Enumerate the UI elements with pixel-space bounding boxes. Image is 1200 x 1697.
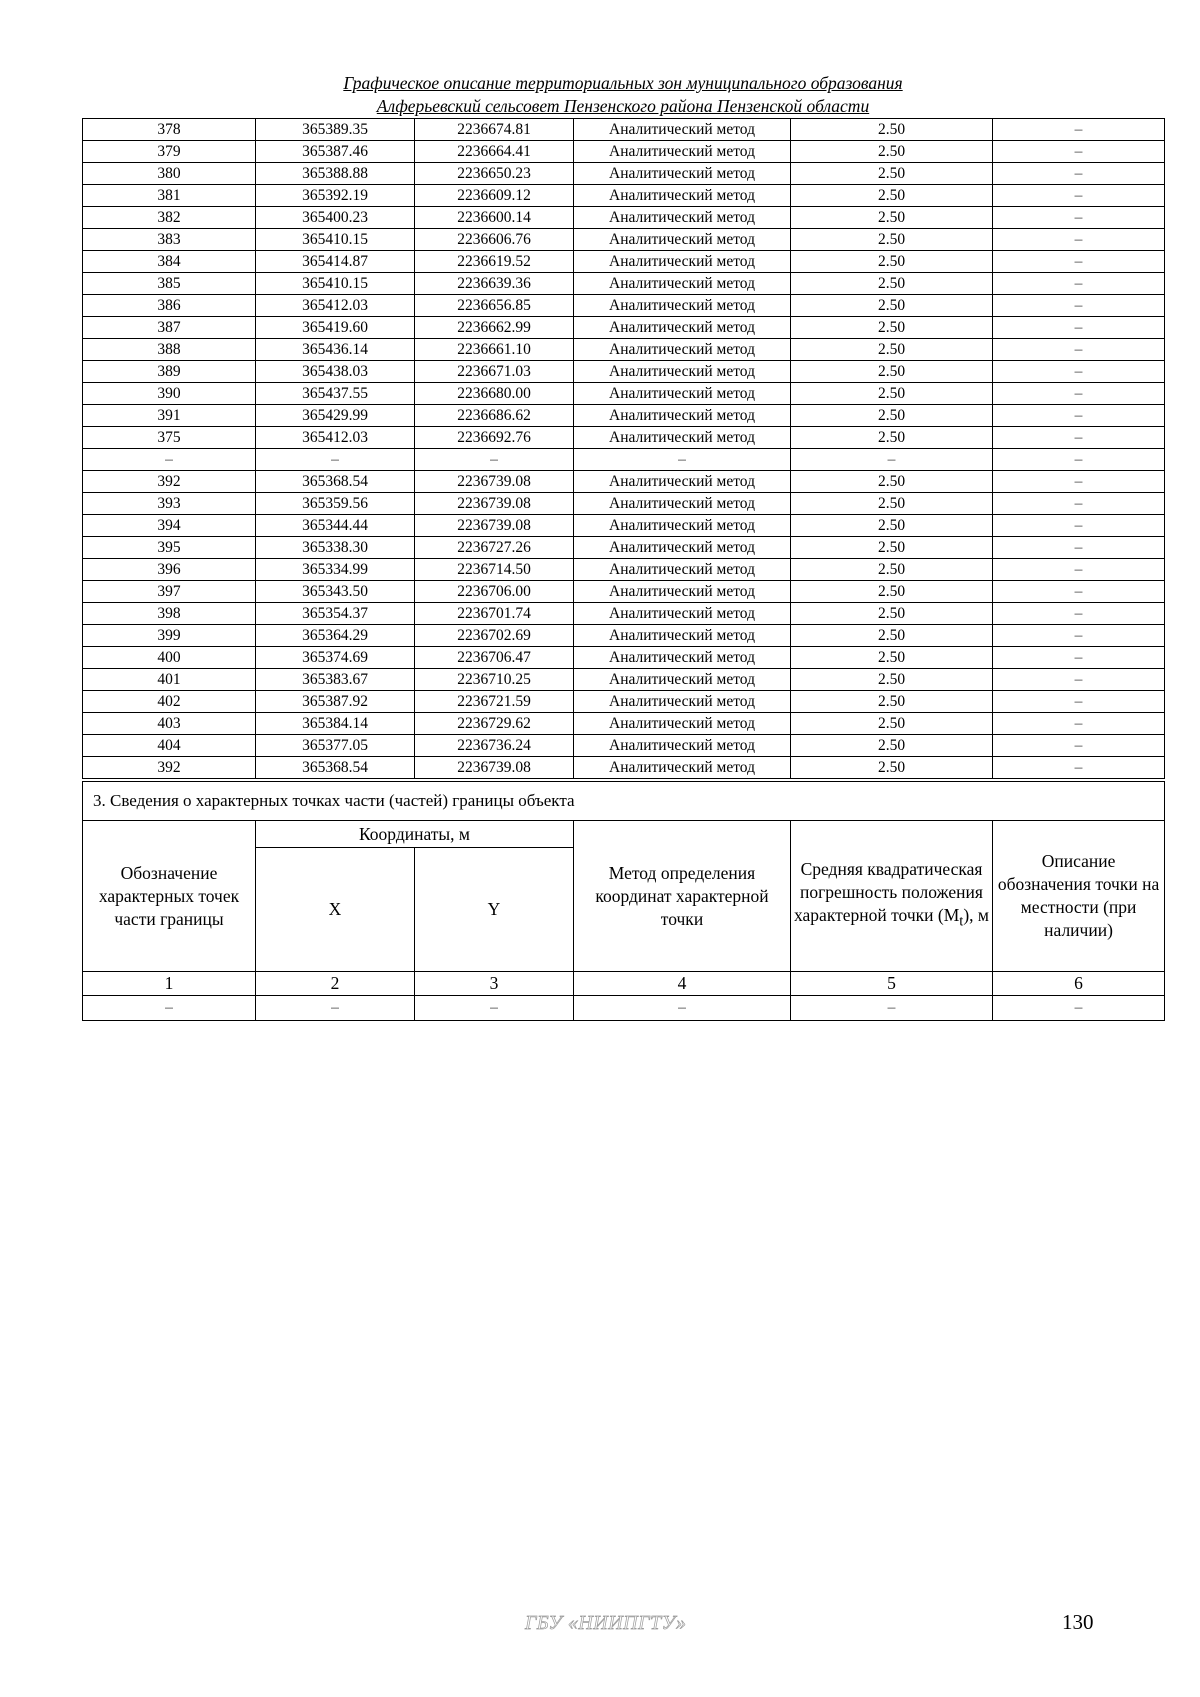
description-cell: – [993, 361, 1165, 383]
header-mean-error-subscript: t [959, 913, 964, 930]
x-coordinate-cell: 365400.23 [256, 207, 415, 229]
table-row [83, 603, 1165, 625]
table-row [83, 581, 1165, 603]
description-cell: – [993, 251, 1165, 273]
point-number-cell: 400 [83, 647, 256, 669]
y-coordinate-cell: 2236609.12 [415, 185, 574, 207]
column-number: 5 [791, 972, 993, 996]
x-coordinate-cell: 365383.67 [256, 669, 415, 691]
x-coordinate-cell: 365338.30 [256, 537, 415, 559]
x-coordinate-cell: 365334.99 [256, 559, 415, 581]
description-cell: – [993, 581, 1165, 603]
method-cell: Аналитический метод [574, 625, 791, 647]
description-cell: – [993, 273, 1165, 295]
error-cell: 2.50 [791, 185, 993, 207]
y-coordinate-cell: 2236686.62 [415, 405, 574, 427]
header-description: Описание обозначения точки на местности (при наличии) [993, 821, 1165, 972]
description-cell: – [993, 603, 1165, 625]
x-coordinate-cell: 365368.54 [256, 757, 415, 779]
y-coordinate-cell: 2236701.74 [415, 603, 574, 625]
table-row [83, 361, 1165, 383]
method-cell: Аналитический метод [574, 229, 791, 251]
x-coordinate-cell: – [256, 449, 415, 471]
description-cell: – [993, 427, 1165, 449]
x-coordinate-cell: 365410.15 [256, 229, 415, 251]
point-number-cell: 390 [83, 383, 256, 405]
empty-cell: – [993, 996, 1165, 1021]
point-number-cell: 398 [83, 603, 256, 625]
error-cell: 2.50 [791, 251, 993, 273]
method-cell: Аналитический метод [574, 713, 791, 735]
y-coordinate-cell: 2236727.26 [415, 537, 574, 559]
x-coordinate-cell: 365412.03 [256, 427, 415, 449]
header-method: Метод определения координат характерной точки [574, 821, 791, 972]
x-coordinate-cell: 365437.55 [256, 383, 415, 405]
x-coordinate-cell: 365377.05 [256, 735, 415, 757]
method-cell: Аналитический метод [574, 581, 791, 603]
description-cell: – [993, 735, 1165, 757]
error-cell: 2.50 [791, 471, 993, 493]
description-cell: – [993, 449, 1165, 471]
x-coordinate-cell: 365389.35 [256, 119, 415, 141]
method-cell: Аналитический метод [574, 647, 791, 669]
error-cell: 2.50 [791, 515, 993, 537]
table-row [83, 713, 1165, 735]
method-cell: Аналитический метод [574, 251, 791, 273]
y-coordinate-cell: 2236619.52 [415, 251, 574, 273]
table-row [83, 735, 1165, 757]
description-cell: – [993, 559, 1165, 581]
x-coordinate-cell: 365359.56 [256, 493, 415, 515]
column-number: 4 [574, 972, 791, 996]
y-coordinate-cell: 2236692.76 [415, 427, 574, 449]
point-number-cell: 378 [83, 119, 256, 141]
y-coordinate-cell: 2236662.99 [415, 317, 574, 339]
description-cell: – [993, 493, 1165, 515]
point-number-cell: 394 [83, 515, 256, 537]
point-number-cell: 393 [83, 493, 256, 515]
table-row [83, 691, 1165, 713]
x-coordinate-cell: 365384.14 [256, 713, 415, 735]
error-cell: 2.50 [791, 163, 993, 185]
empty-cell: – [791, 996, 993, 1021]
description-cell: – [993, 625, 1165, 647]
x-coordinate-cell: 365344.44 [256, 515, 415, 537]
footer-organization: ГБУ «НИИПГТУ» [525, 1612, 687, 1634]
y-coordinate-cell: 2236706.00 [415, 581, 574, 603]
table-row [83, 647, 1165, 669]
method-cell: Аналитический метод [574, 537, 791, 559]
error-cell: 2.50 [791, 361, 993, 383]
table-row [83, 493, 1165, 515]
error-cell: 2.50 [791, 229, 993, 251]
y-coordinate-cell: 2236674.81 [415, 119, 574, 141]
point-number-cell: 389 [83, 361, 256, 383]
table-row [83, 229, 1165, 251]
point-number-cell: 403 [83, 713, 256, 735]
table-row [83, 405, 1165, 427]
description-cell: – [993, 537, 1165, 559]
description-cell: – [993, 757, 1165, 779]
column-number: 1 [83, 972, 256, 996]
method-cell: Аналитический метод [574, 471, 791, 493]
error-cell: 2.50 [791, 603, 993, 625]
method-cell: Аналитический метод [574, 119, 791, 141]
point-number-cell: 382 [83, 207, 256, 229]
table-row [83, 537, 1165, 559]
method-cell: Аналитический метод [574, 757, 791, 779]
table-row [83, 559, 1165, 581]
column-number: 3 [415, 972, 574, 996]
method-cell: Аналитический метод [574, 295, 791, 317]
x-coordinate-cell: 365354.37 [256, 603, 415, 625]
error-cell: 2.50 [791, 119, 993, 141]
table-row [83, 295, 1165, 317]
x-coordinate-cell: 365410.15 [256, 273, 415, 295]
description-cell: – [993, 163, 1165, 185]
x-coordinate-cell: 365436.14 [256, 339, 415, 361]
y-coordinate-cell: – [415, 449, 574, 471]
description-cell: – [993, 669, 1165, 691]
x-coordinate-cell: 365419.60 [256, 317, 415, 339]
table-row [83, 207, 1165, 229]
error-cell: 2.50 [791, 713, 993, 735]
table-row [83, 515, 1165, 537]
error-cell: 2.50 [791, 405, 993, 427]
header-point-designation: Обозначение характерных точек части границы [83, 821, 256, 972]
error-cell: – [791, 449, 993, 471]
document-header [82, 72, 1164, 118]
table-row [83, 251, 1165, 273]
point-number-cell: 392 [83, 471, 256, 493]
error-cell: 2.50 [791, 207, 993, 229]
error-cell: 2.50 [791, 625, 993, 647]
point-number-cell: 375 [83, 427, 256, 449]
table-row [83, 383, 1165, 405]
error-cell: 2.50 [791, 273, 993, 295]
table-row [83, 471, 1165, 493]
y-coordinate-cell: 2236729.62 [415, 713, 574, 735]
y-coordinate-cell: 2236714.50 [415, 559, 574, 581]
x-coordinate-cell: 365392.19 [256, 185, 415, 207]
method-cell: Аналитический метод [574, 735, 791, 757]
header-mean-error-text: Средняя квадратическая погрешность положения характерной точки (M [794, 859, 983, 926]
description-cell: – [993, 119, 1165, 141]
y-coordinate-cell: 2236702.69 [415, 625, 574, 647]
table-row [83, 449, 1165, 471]
description-cell: – [993, 515, 1165, 537]
error-cell: 2.50 [791, 559, 993, 581]
x-coordinate-cell: 365388.88 [256, 163, 415, 185]
error-cell: 2.50 [791, 581, 993, 603]
header-coordinates: Координаты, м [256, 821, 574, 848]
point-number-cell: 399 [83, 625, 256, 647]
table-row [83, 317, 1165, 339]
x-coordinate-cell: 365387.92 [256, 691, 415, 713]
point-number-cell: 384 [83, 251, 256, 273]
description-cell: – [993, 295, 1165, 317]
y-coordinate-cell: 2236680.00 [415, 383, 574, 405]
method-cell: Аналитический метод [574, 691, 791, 713]
error-cell: 2.50 [791, 317, 993, 339]
point-number-cell: 397 [83, 581, 256, 603]
table-row [83, 273, 1165, 295]
table-row [83, 669, 1165, 691]
column-number-row [83, 972, 1165, 996]
coordinates-table-body [83, 119, 1165, 779]
header-mean-error [791, 821, 993, 972]
section-title-row [83, 782, 1165, 821]
error-cell: 2.50 [791, 537, 993, 559]
point-number-cell: 402 [83, 691, 256, 713]
y-coordinate-cell: 2236606.76 [415, 229, 574, 251]
x-coordinate-cell: 365374.69 [256, 647, 415, 669]
y-coordinate-cell: 2236739.08 [415, 493, 574, 515]
error-cell: 2.50 [791, 427, 993, 449]
point-number-cell: 391 [83, 405, 256, 427]
y-coordinate-cell: 2236736.24 [415, 735, 574, 757]
point-number-cell: 392 [83, 757, 256, 779]
description-cell: – [993, 207, 1165, 229]
method-cell: Аналитический метод [574, 493, 791, 515]
description-cell: – [993, 229, 1165, 251]
error-cell: 2.50 [791, 339, 993, 361]
method-cell: Аналитический метод [574, 603, 791, 625]
coordinates-table [82, 118, 1165, 779]
table-row [83, 141, 1165, 163]
table-row [83, 163, 1165, 185]
description-cell: – [993, 691, 1165, 713]
y-coordinate-cell: 2236639.36 [415, 273, 574, 295]
header-y: Y [415, 848, 574, 972]
method-cell: Аналитический метод [574, 207, 791, 229]
x-coordinate-cell: 365387.46 [256, 141, 415, 163]
method-cell: Аналитический метод [574, 405, 791, 427]
header-line-2: Алферьевский сельсовет Пензенского района Пензенской области [376, 96, 870, 116]
point-number-cell: 387 [83, 317, 256, 339]
error-cell: 2.50 [791, 757, 993, 779]
point-number-cell: 388 [83, 339, 256, 361]
point-number-cell: 383 [83, 229, 256, 251]
error-cell: 2.50 [791, 141, 993, 163]
point-number-cell: – [83, 449, 256, 471]
description-cell: – [993, 339, 1165, 361]
error-cell: 2.50 [791, 295, 993, 317]
method-cell: Аналитический метод [574, 427, 791, 449]
method-cell: Аналитический метод [574, 185, 791, 207]
y-coordinate-cell: 2236739.08 [415, 757, 574, 779]
description-cell: – [993, 383, 1165, 405]
table-row [83, 625, 1165, 647]
method-cell: Аналитический метод [574, 669, 791, 691]
point-number-cell: 395 [83, 537, 256, 559]
method-cell: Аналитический метод [574, 559, 791, 581]
point-number-cell: 385 [83, 273, 256, 295]
point-number-cell: 379 [83, 141, 256, 163]
y-coordinate-cell: 2236739.08 [415, 471, 574, 493]
method-cell: Аналитический метод [574, 361, 791, 383]
method-cell: Аналитический метод [574, 141, 791, 163]
y-coordinate-cell: 2236600.14 [415, 207, 574, 229]
method-cell: Аналитический метод [574, 515, 791, 537]
y-coordinate-cell: 2236661.10 [415, 339, 574, 361]
point-number-cell: 396 [83, 559, 256, 581]
table-row [83, 185, 1165, 207]
point-number-cell: 380 [83, 163, 256, 185]
part-boundary-table [82, 781, 1165, 1021]
y-coordinate-cell: 2236706.47 [415, 647, 574, 669]
empty-cell: – [574, 996, 791, 1021]
method-cell: Аналитический метод [574, 339, 791, 361]
method-cell: – [574, 449, 791, 471]
empty-cell: – [83, 996, 256, 1021]
error-cell: 2.50 [791, 493, 993, 515]
description-cell: – [993, 713, 1165, 735]
description-cell: – [993, 141, 1165, 163]
x-coordinate-cell: 365414.87 [256, 251, 415, 273]
x-coordinate-cell: 365438.03 [256, 361, 415, 383]
point-number-cell: 381 [83, 185, 256, 207]
y-coordinate-cell: 2236650.23 [415, 163, 574, 185]
y-coordinate-cell: 2236739.08 [415, 515, 574, 537]
empty-cell: – [415, 996, 574, 1021]
method-cell: Аналитический метод [574, 273, 791, 295]
point-number-cell: 386 [83, 295, 256, 317]
x-coordinate-cell: 365429.99 [256, 405, 415, 427]
point-number-cell: 404 [83, 735, 256, 757]
empty-cell: – [256, 996, 415, 1021]
column-number: 2 [256, 972, 415, 996]
table-row [83, 119, 1165, 141]
x-coordinate-cell: 365412.03 [256, 295, 415, 317]
table-row [83, 427, 1165, 449]
y-coordinate-cell: 2236710.25 [415, 669, 574, 691]
page-number: 130 [1062, 1610, 1094, 1634]
table-row [83, 339, 1165, 361]
error-cell: 2.50 [791, 735, 993, 757]
description-cell: – [993, 405, 1165, 427]
x-coordinate-cell: 365364.29 [256, 625, 415, 647]
y-coordinate-cell: 2236656.85 [415, 295, 574, 317]
section-3-title: 3. Сведения о характерных точках части (частей) границы объекта [83, 782, 1165, 821]
x-coordinate-cell: 365343.50 [256, 581, 415, 603]
method-cell: Аналитический метод [574, 163, 791, 185]
error-cell: 2.50 [791, 691, 993, 713]
description-cell: – [993, 647, 1165, 669]
table-row [83, 757, 1165, 779]
method-cell: Аналитический метод [574, 383, 791, 405]
error-cell: 2.50 [791, 383, 993, 405]
x-coordinate-cell: 365368.54 [256, 471, 415, 493]
description-cell: – [993, 471, 1165, 493]
header-mean-error-unit: ), м [963, 905, 989, 926]
error-cell: 2.50 [791, 647, 993, 669]
header-row-1 [83, 821, 1165, 848]
empty-data-row [83, 996, 1165, 1021]
description-cell: – [993, 185, 1165, 207]
point-number-cell: 401 [83, 669, 256, 691]
header-line-1: Графическое описание территориальных зон муниципального образования [343, 73, 903, 93]
header-x: X [256, 848, 415, 972]
y-coordinate-cell: 2236671.03 [415, 361, 574, 383]
y-coordinate-cell: 2236721.59 [415, 691, 574, 713]
column-number: 6 [993, 972, 1165, 996]
description-cell: – [993, 317, 1165, 339]
method-cell: Аналитический метод [574, 317, 791, 339]
y-coordinate-cell: 2236664.41 [415, 141, 574, 163]
error-cell: 2.50 [791, 669, 993, 691]
